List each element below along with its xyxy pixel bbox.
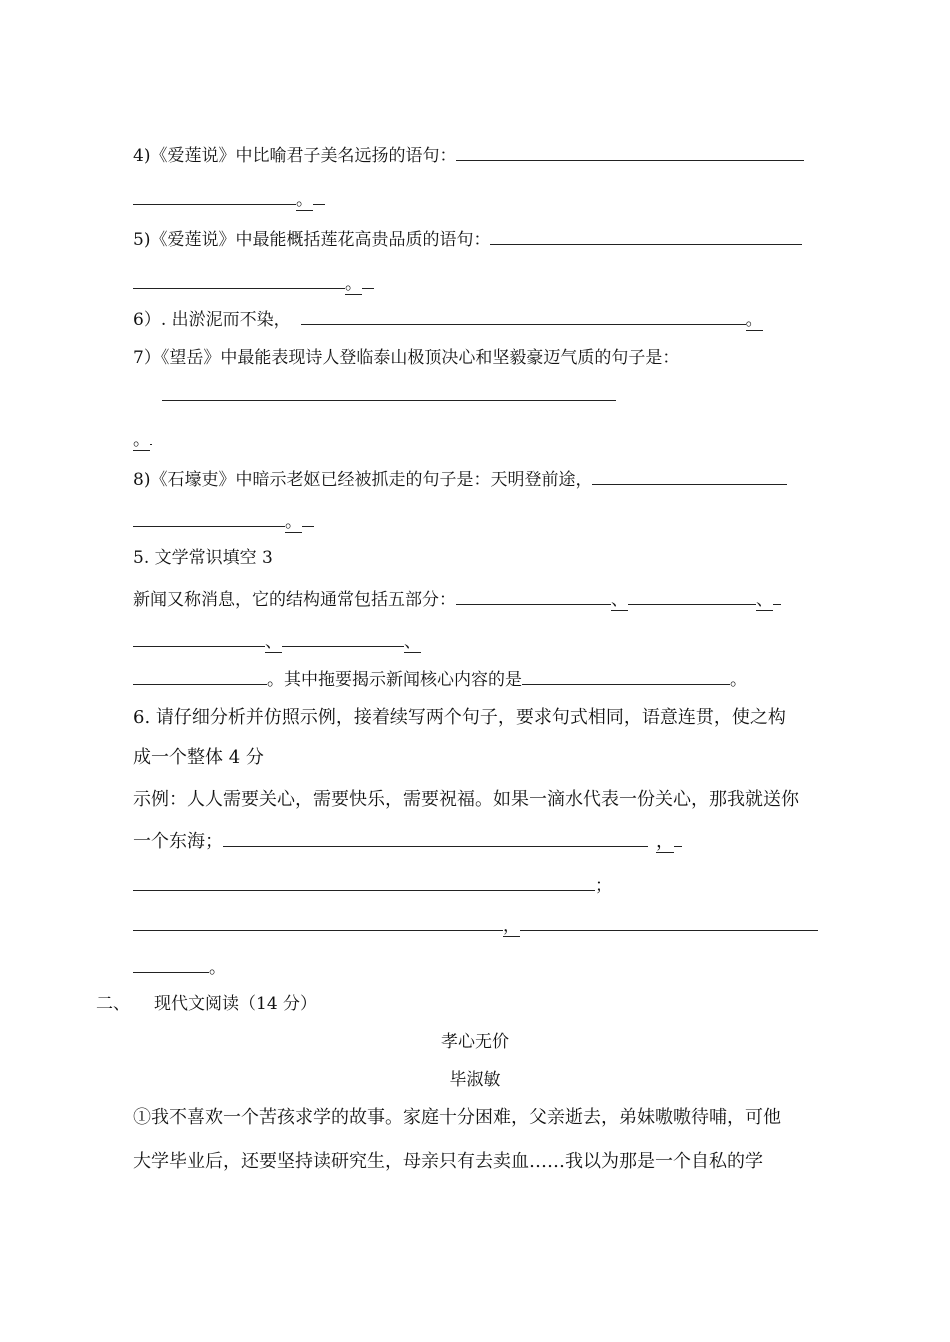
- section-6-line4: [133, 828, 682, 854]
- paragraph-text: ①我不喜欢一个苦孩求学的故事。家庭十分困难，父亲逝去，弟妹嗷嗷待哺，可他: [133, 1107, 781, 1128]
- answer-blank[interactable]: [133, 872, 595, 891]
- answer-blank[interactable]: [773, 586, 781, 605]
- answer-blank[interactable]: [522, 666, 730, 685]
- answer-blank[interactable]: [133, 270, 345, 289]
- instruction-text: 6. 请仔细分析并仿照示例，接着续写两个句子，要求句式相同，语意连贯，使之构: [133, 707, 786, 728]
- section-5-title: [133, 546, 273, 570]
- article-author: 毕淑敏: [449, 1070, 501, 1090]
- answer-blank[interactable]: [133, 666, 267, 685]
- answer-blank[interactable]: [490, 226, 802, 245]
- separator: 、: [611, 590, 628, 610]
- question-5-cont: [133, 270, 374, 296]
- question-8: [133, 466, 787, 492]
- answer-blank[interactable]: [133, 954, 209, 973]
- question-7-text: 7）《望岳》中最能表现诗人登临泰山极顶决心和坚毅豪迈气质的句子是：: [133, 348, 680, 368]
- separator: 、: [265, 632, 282, 652]
- section-6-line1: [133, 706, 786, 730]
- question-7-cont: [162, 382, 616, 408]
- answer-blank[interactable]: [456, 586, 611, 605]
- instruction-text: 成一个整体 4 分: [133, 747, 264, 768]
- section-5-title-text: 5. 文学常识填空 3: [133, 548, 273, 568]
- separator: 、: [404, 632, 421, 652]
- example-text: 示例：人人需要关心，需要快乐，需要祝福。如果一滴水代表一份关心，那我就送你: [133, 789, 799, 810]
- question-5-text: 5)《爱莲说》中最能概括莲花高贵品质的语句：: [133, 230, 491, 250]
- question-7-end: [133, 426, 152, 452]
- period: 。: [133, 430, 150, 450]
- question-8-text: 8)《石壕吏》中暗示老妪已经被抓走的句子是：天明登前途，: [133, 470, 593, 490]
- answer-blank[interactable]: [162, 382, 616, 401]
- period: 。: [267, 670, 284, 690]
- answer-blank[interactable]: [133, 912, 503, 931]
- news-structure-prompt: 新闻又称消息，它的结构通常包括五部分：: [133, 590, 456, 610]
- period: 。: [296, 190, 313, 210]
- period: 。: [209, 958, 226, 978]
- question-8-cont: [133, 508, 314, 534]
- article-paragraph-line: [133, 1106, 781, 1130]
- period: 。: [285, 512, 302, 532]
- answer-blank[interactable]: [628, 586, 756, 605]
- part-2-heading: [96, 992, 317, 1016]
- answer-blank[interactable]: [313, 186, 325, 205]
- answer-blank[interactable]: [362, 270, 374, 289]
- part-number: 二、: [96, 994, 130, 1014]
- comma: ，: [503, 916, 520, 936]
- section-5-line3: [133, 666, 747, 692]
- summary-prompt: 其中拖要揭示新闻核心内容的是: [284, 670, 522, 690]
- answer-blank[interactable]: [592, 466, 787, 485]
- section-6-line7: [133, 954, 226, 980]
- answer-blank[interactable]: [223, 828, 648, 847]
- question-6: [133, 306, 763, 332]
- answer-blank[interactable]: [133, 508, 285, 527]
- section-6-line2: [133, 746, 264, 770]
- section-6-line6: [133, 912, 818, 938]
- period: 。: [345, 274, 362, 294]
- comma: ，: [656, 831, 674, 852]
- paragraph-text: 大学毕业后，还要坚持读研究生，母亲只有去卖血……我以为那是一个自私的学: [133, 1151, 763, 1172]
- period: 。: [730, 670, 747, 690]
- period: 。: [745, 310, 763, 330]
- example-text: 一个东海；: [133, 831, 223, 852]
- section-5-line1: [133, 586, 781, 612]
- article-title: 孝心无价: [441, 1032, 509, 1052]
- answer-blank[interactable]: [301, 306, 746, 325]
- section-6-line5: [133, 872, 612, 898]
- question-4: [133, 142, 804, 168]
- answer-blank[interactable]: [456, 142, 804, 161]
- separator: 、: [756, 590, 773, 610]
- question-5: [133, 226, 802, 252]
- answer-blank[interactable]: [674, 828, 682, 847]
- answer-blank[interactable]: [133, 186, 296, 205]
- question-4-text: 4)《爱莲说》中比喻君子美名远扬的语句：: [133, 146, 457, 166]
- section-5-line2: [133, 628, 421, 654]
- part-title: 现代文阅读（14 分）: [154, 994, 318, 1014]
- answer-blank[interactable]: [520, 912, 818, 931]
- answer-blank[interactable]: [282, 628, 404, 647]
- answer-blank[interactable]: [133, 628, 265, 647]
- answer-blank[interactable]: [302, 508, 314, 527]
- answer-blank[interactable]: [150, 426, 152, 445]
- semicolon: ；: [595, 876, 612, 896]
- section-6-line3: [133, 788, 799, 812]
- question-4-cont: [133, 186, 325, 212]
- question-6-text: 6）. 出淤泥而不染，: [133, 310, 291, 330]
- article-paragraph-line: [133, 1150, 763, 1174]
- question-7: [133, 346, 679, 370]
